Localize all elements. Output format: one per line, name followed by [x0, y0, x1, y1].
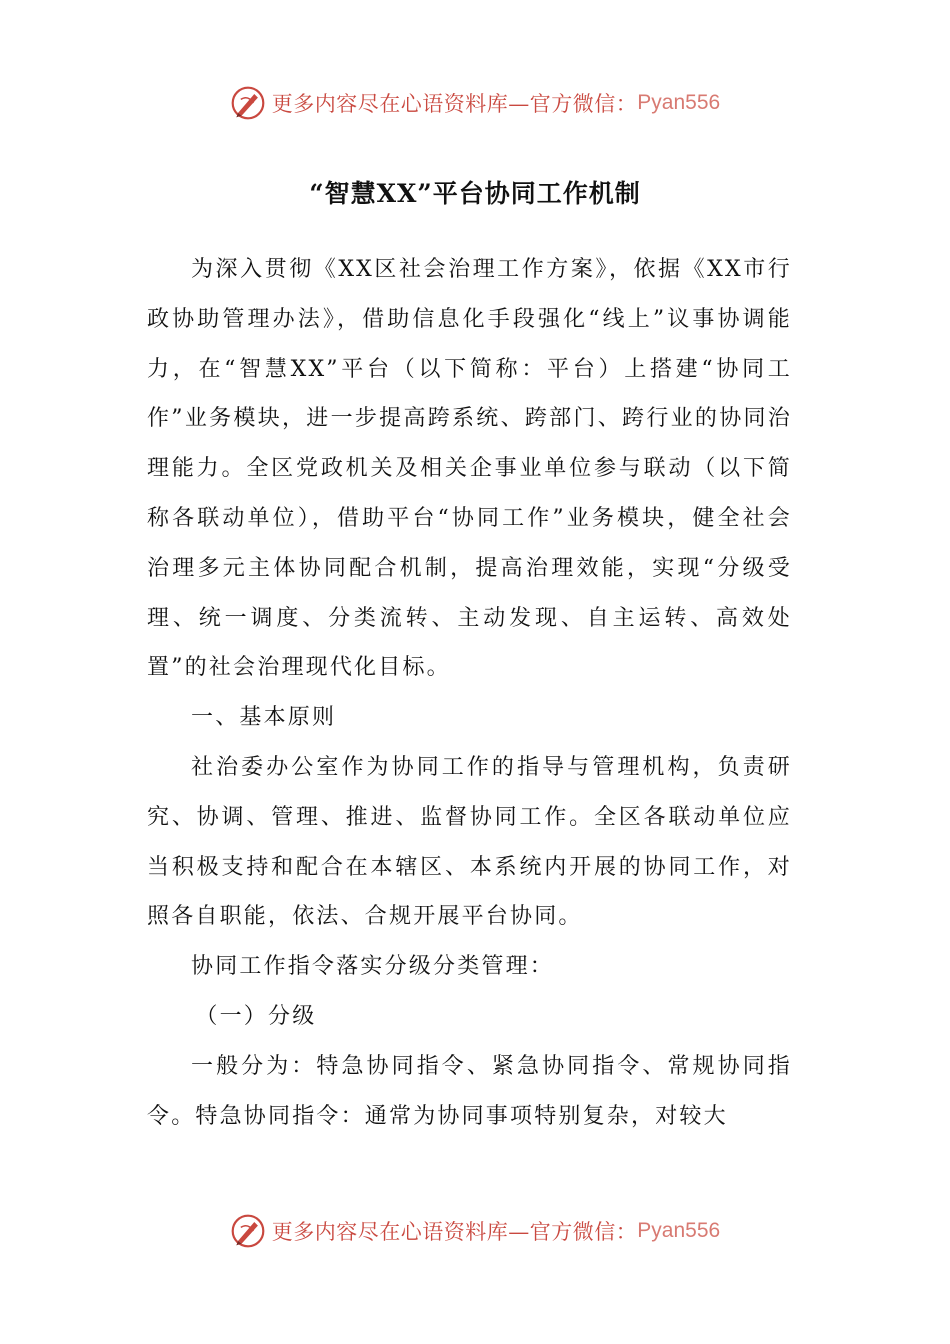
- watermark-wechat-id: Pyan556: [637, 91, 721, 114]
- document-title: “智慧XX”平台协同工作机制: [309, 179, 641, 208]
- document-body: [147, 245, 792, 1141]
- header-watermark-banner: [0, 83, 950, 123]
- watermark-wechat-id: Pyan556: [637, 1219, 721, 1242]
- levels-paragraph: 一般分为：特急协同指令、紧急协同指令、常规协同指令。特急协同指令：通常为协同事项特别复杂，对较大: [147, 1053, 792, 1129]
- subsection-heading-levels: （一）分级: [195, 1003, 317, 1029]
- classification-intro: 协同工作指令落实分级分类管理：: [191, 954, 555, 980]
- pen-logo-icon: [230, 85, 266, 121]
- watermark-text: 更多内容尽在心语资料库—官方微信：: [271, 92, 638, 116]
- footer-watermark-banner: [0, 1211, 950, 1251]
- pen-logo-icon: [230, 1213, 266, 1249]
- section-heading-basic-principles: 一、基本原则: [191, 705, 337, 731]
- watermark-text: 更多内容尽在心语资料库—官方微信：: [271, 1220, 638, 1244]
- principles-paragraph: 社治委办公室作为协同工作的指导与管理机构，负责研究、协调、管理、推进、监督协同工作。全区各联动单位应当积极支持和配合在本辖区、本系统内开展的协同工作，对照各自职能，依法、合规开展平台协同。: [147, 754, 792, 930]
- intro-paragraph: 为深入贯彻《XX区社会治理工作方案》，依据《XX市行政协助管理办法》，借助信息化手段强化“线上”议事协调能力，在“智慧XX”平台（以下简称：平台）上搭建“协同工作”业务模块，进一步提高跨系统、跨部门、跨行业的协同治理能力。全区党政机关及相关企事业单位参与联动（以下简称各联动单位），借助平台“协同工作”业务模块，健全社会治理多元主体协同配合机制，提高治理效能，实现“分级受理、统一调度、分类流转、主动发现、自主运转、高效处置”的社会治理现代化目标。: [147, 257, 792, 681]
